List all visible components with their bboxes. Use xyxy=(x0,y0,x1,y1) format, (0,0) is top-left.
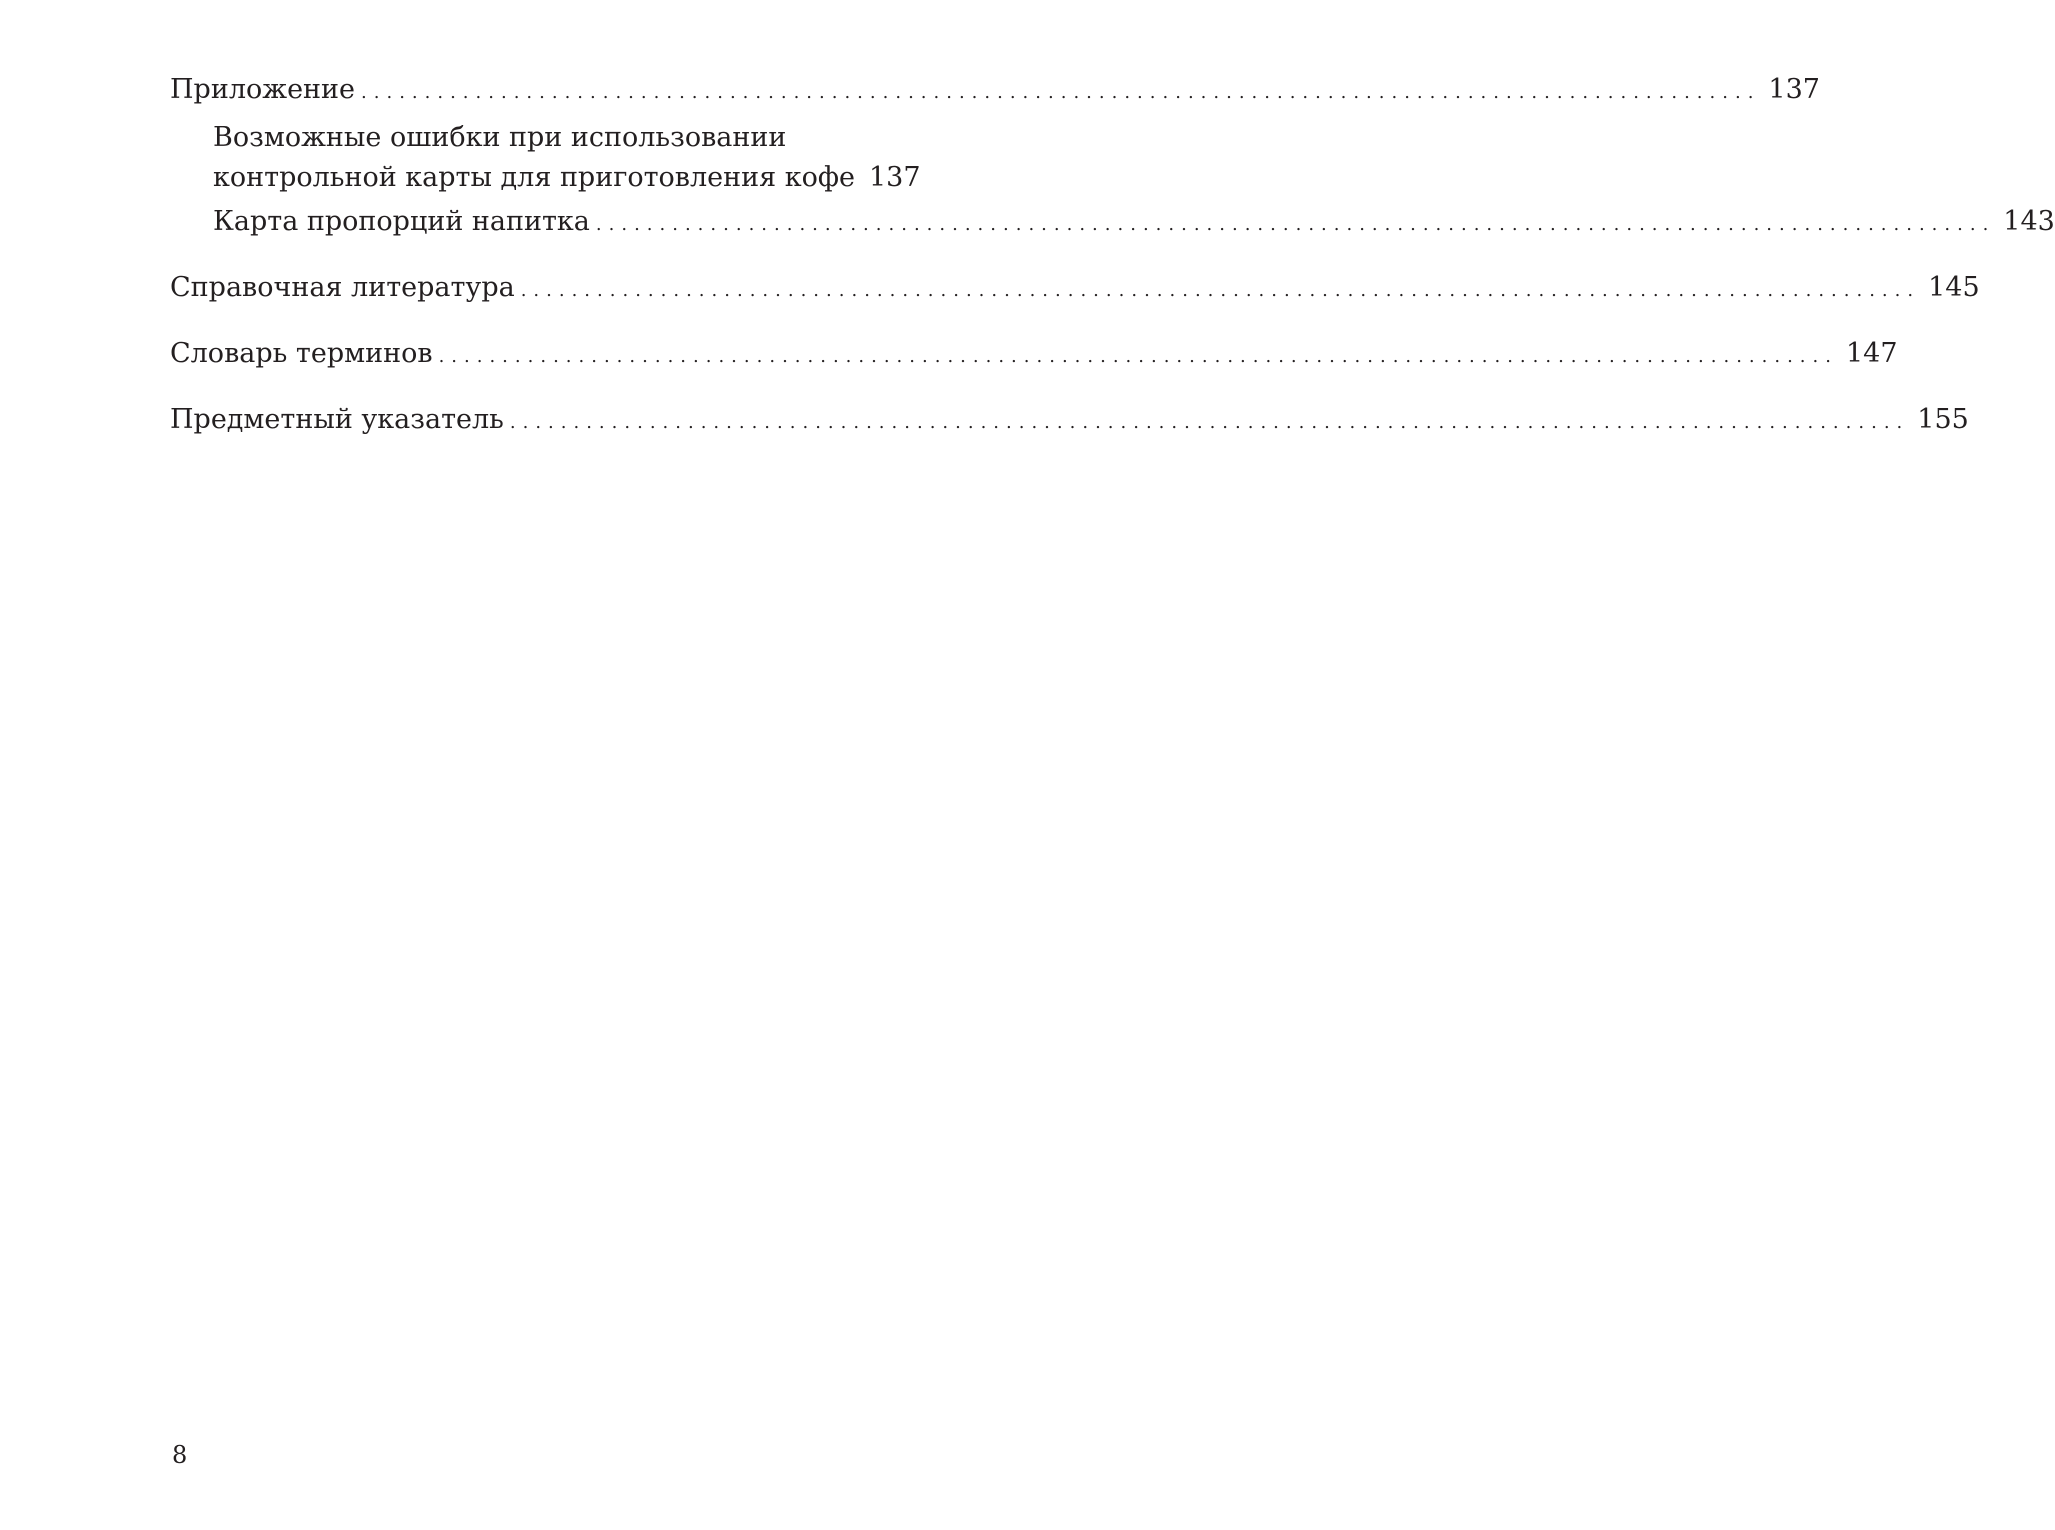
page-number: 8 xyxy=(172,1441,188,1469)
dot-leader: .............................................................................................................. xyxy=(595,214,1996,235)
toc-entry-index xyxy=(170,398,1969,442)
toc-entry-title: Словарь терминов xyxy=(170,338,433,369)
toc-entry-appendix xyxy=(170,68,1820,112)
dot-leader: .............................................................................................................. xyxy=(520,280,1921,301)
dot-leader: .............................................................................................................. xyxy=(509,412,1910,433)
toc-entry-page: 147 xyxy=(1845,338,1898,369)
toc-entry-errors-line1: Возможные ошибки при использовании xyxy=(213,122,787,153)
toc-entry-page: 137 xyxy=(1768,74,1820,105)
toc-entry-title: Приложение xyxy=(170,74,356,105)
toc-entry-ratio-map xyxy=(213,200,2055,244)
toc-entry-page: 143 xyxy=(2003,206,2055,237)
toc-entry-glossary xyxy=(170,332,1898,376)
toc-entry-references xyxy=(170,266,1980,310)
toc-entry-errors xyxy=(213,156,921,200)
toc-entry-page: 137 xyxy=(869,162,921,193)
toc-entry-title: контрольной карты для приготовления кофе xyxy=(213,162,855,193)
toc-entry-title: Справочная литература xyxy=(170,272,515,303)
toc-entry-title: Предметный указатель xyxy=(170,404,504,435)
dot-leader: .............................................................................................................. xyxy=(361,82,1761,103)
toc-entry-page: 155 xyxy=(1917,404,1969,435)
toc-entry-page: 145 xyxy=(1928,272,1980,303)
dot-leader: .............................................................................................................. xyxy=(438,346,1838,367)
toc-entry-title: Карта пропорций напитка xyxy=(213,206,590,237)
